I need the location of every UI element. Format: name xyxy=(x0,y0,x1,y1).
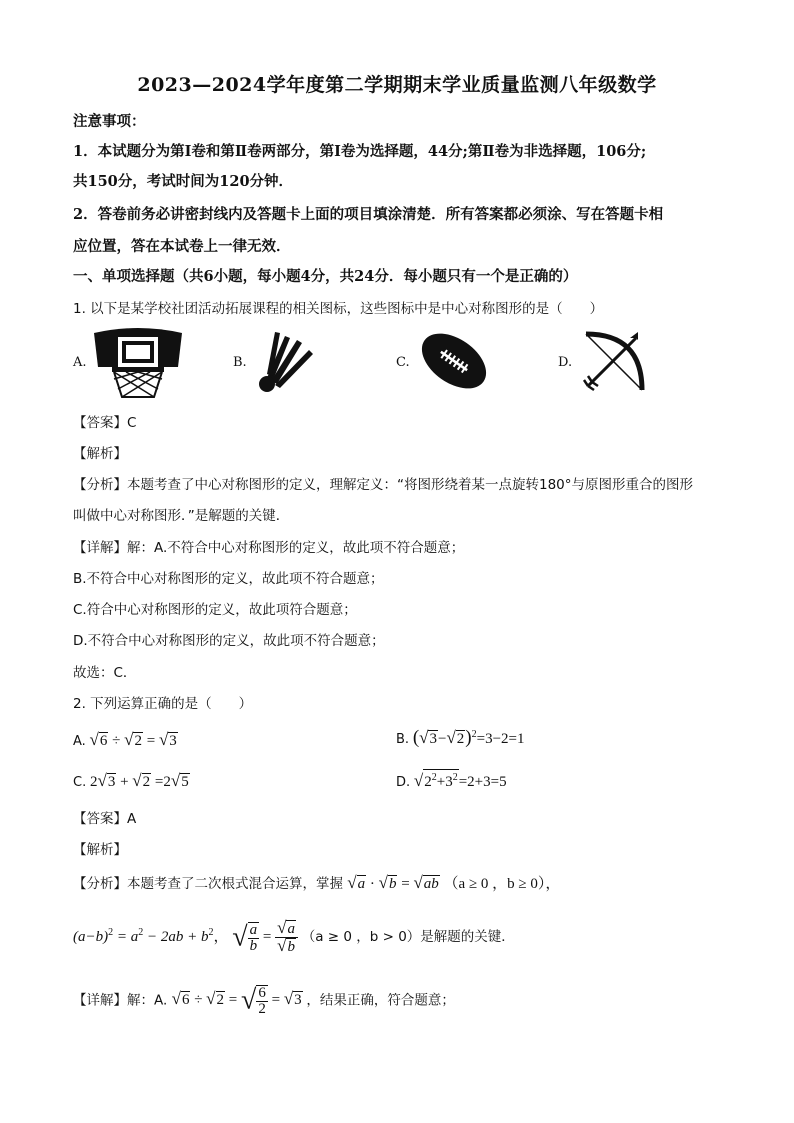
sqrt-icon: √ xyxy=(124,730,134,749)
notice-item2-line2: 应位置，答在本试卷上一律无效． xyxy=(73,238,291,255)
q1-answer-value: C xyxy=(127,415,137,431)
q2-analysis-tag: 【解析】 xyxy=(73,842,127,858)
sqrt-icon: √ xyxy=(283,989,294,1009)
operator: ÷ xyxy=(194,992,203,1009)
q2-option-d xyxy=(396,769,507,791)
q2-answer-line xyxy=(73,807,136,827)
exponent: 2 xyxy=(431,772,437,783)
operator: = xyxy=(146,733,156,749)
q2-detail-line1 xyxy=(73,985,455,1017)
notice-heading: 注意事项： xyxy=(73,113,146,130)
operator: =2 xyxy=(154,774,171,790)
base: 2 xyxy=(424,774,432,790)
exponent: 2 xyxy=(471,729,477,740)
detail-formula xyxy=(171,985,307,1017)
radicand: 3 xyxy=(429,731,437,747)
radicand: 6 xyxy=(99,733,108,749)
paren-close: ) xyxy=(465,727,472,748)
sqrt-icon: √ xyxy=(446,728,456,747)
radicand: 5 xyxy=(181,774,189,790)
sqrt-icon: √ xyxy=(378,873,388,892)
q1-option-b-label: B. xyxy=(233,355,247,370)
sqrt-icon: √ xyxy=(206,989,216,1009)
expression-rest: =3−2=1 xyxy=(476,731,525,747)
radicand: 3 xyxy=(169,733,177,749)
sqrt-icon: √ xyxy=(132,771,142,790)
q2-option-c-label: C. xyxy=(73,775,87,790)
operator: − xyxy=(437,731,447,747)
q2-option-d-label: D. xyxy=(396,775,411,790)
operator: ÷ xyxy=(112,733,121,749)
q2-option-a-label: A. xyxy=(73,734,86,749)
q1-fenxi-line1: 【分析】本题考查了中心对称图形的定义，理解定义：“将图形绕着某一点旋转180°与原图形重合的图形 xyxy=(73,477,694,493)
q1-detail-line4: D.不符合中心对称图形的定义，故此项不符合题意； xyxy=(73,633,385,649)
detail-text: 【详解】解：A. xyxy=(73,992,168,1009)
formula-part: − 2ab + b xyxy=(147,928,209,945)
q2-stem: 2. 下列运算正确的是（ ） xyxy=(73,696,253,712)
sqrt-icon: √ xyxy=(158,730,169,749)
page-title: 2023—2024学年度第二学期期末学业质量监测八年级数学 xyxy=(137,74,657,96)
q2-option-b xyxy=(396,727,525,749)
radicand: 3 xyxy=(107,774,116,790)
notice-item1-line2: 共150分，考试时间为120分钟． xyxy=(73,173,294,190)
q1-option-d-label: D. xyxy=(558,355,573,370)
q1-analysis-tag: 【解析】 xyxy=(73,446,127,462)
operator: = xyxy=(271,992,281,1009)
radicand: 2 xyxy=(216,992,225,1009)
radicand: 3 xyxy=(294,992,302,1009)
basketball-hoop-icon xyxy=(92,327,184,401)
operator: = xyxy=(228,992,238,1009)
sqrt-icon: √ xyxy=(232,921,248,953)
formula-part: = a xyxy=(116,928,139,945)
radicand: ab xyxy=(423,876,439,892)
q1-detail-line3: C.符合中心对称图形的定义，故此项符合题意； xyxy=(73,602,357,618)
sqrt-icon: √ xyxy=(170,771,181,790)
q2-fenxi-line1 xyxy=(73,872,560,893)
q1-detail-line2: B.不符合中心对称图形的定义，故此项不符合题意； xyxy=(73,571,384,587)
sqrt-icon: √ xyxy=(413,771,424,790)
sqrt-icon: √ xyxy=(171,989,181,1009)
q2-fenxi-line2: $(a-b)^2 = a^2 - 2ab + b^2$， √ $\frac{a}{b}$ = $\frac{√a}{√b}$ （a ≥ 0 ，b > 0）是解题的关键． xyxy=(73,918,515,955)
q1-conclusion: 故选：C． xyxy=(73,665,137,681)
exponent: 2 xyxy=(452,772,458,783)
expression-rest: =2+3=5 xyxy=(458,774,507,790)
q1-fenxi-line2: 叫做中心对称图形．”是解题的关键． xyxy=(73,508,290,524)
sqrt-icon: √ xyxy=(240,985,257,1016)
coefficient: 2 xyxy=(89,774,98,790)
q2-option-c xyxy=(73,771,190,791)
formula-product-rule: √a · √b = √ab xyxy=(347,873,439,892)
sqrt-icon: √ xyxy=(413,873,423,892)
sqrt-icon: √ xyxy=(97,771,107,790)
formula-square-diff: (a−b) xyxy=(73,928,109,945)
sqrt-icon: √ xyxy=(347,873,357,892)
fraction: $\frac{6}{2}$ xyxy=(258,985,266,1017)
notice-item2-line1: 2．答卷前务必讲密封线内及答题卡上面的项目填涂清楚．所有答案都必须涂、写在答题卡相 xyxy=(73,206,664,223)
sqrt-icon: √ xyxy=(89,730,99,749)
detail-text: ，结果正确，符合题意； xyxy=(306,992,455,1009)
paren-open: ( xyxy=(412,727,420,748)
section-heading: 一、单项选择题（共6小题，每小题4分，共24分．每小题只有一个是正确的） xyxy=(73,268,578,285)
fenxi-text: 【分析】本题考查了二次根式混合运算，掌握 xyxy=(73,876,343,892)
condition-text: （a ≥ 0 ，b > 0）是解题的关键． xyxy=(301,928,515,945)
q2-option-a xyxy=(73,730,178,750)
radicand: b xyxy=(388,876,397,892)
radicand: 2 xyxy=(142,774,151,790)
fraction-a-over-b: $\frac{a}{b}$ xyxy=(249,921,258,954)
base: 3 xyxy=(445,774,453,790)
q1-option-c-label: C. xyxy=(396,355,410,370)
condition-text: （a ≥ 0 ，b ≥ 0）， xyxy=(443,876,561,892)
shuttlecock-icon xyxy=(255,330,321,392)
fraction-sqrt-a-over-sqrt-b: $\frac{√a}{√b}$ xyxy=(275,920,298,955)
radicand: 2 xyxy=(456,731,465,747)
q1-option-a-label: A. xyxy=(73,355,87,370)
q2-option-b-label: B. xyxy=(396,732,410,747)
q1-detail-line1: 【详解】解：A.不符合中心对称图形的定义，故此项不符合题意； xyxy=(73,540,465,556)
radicand: 2 xyxy=(134,733,142,749)
bow-and-arrow-icon xyxy=(580,328,648,394)
notice-item1-line1: 1．本试题分为第Ⅰ卷和第Ⅱ卷两部分，第Ⅰ卷为选择题，44分;第Ⅱ卷为非选择题，106分; xyxy=(73,143,647,160)
rugby-ball-icon xyxy=(416,328,492,394)
operator: + xyxy=(436,774,446,790)
q1-answer-tag: 【答案】 xyxy=(73,415,127,431)
q2-answer-value: A xyxy=(127,811,137,827)
radicand xyxy=(423,769,458,790)
sqrt-icon: √ xyxy=(419,728,429,747)
q1-stem: 1. 以下是某学校社团活动拓展课程的相关图标，这些图标中是中心对称图形的是（ ） xyxy=(73,301,604,317)
q1-answer-line xyxy=(73,411,136,431)
q2-answer-tag: 【答案】 xyxy=(73,811,127,827)
operator: + xyxy=(120,774,129,790)
radicand: 6 xyxy=(181,992,190,1009)
radicand: a xyxy=(357,876,366,892)
